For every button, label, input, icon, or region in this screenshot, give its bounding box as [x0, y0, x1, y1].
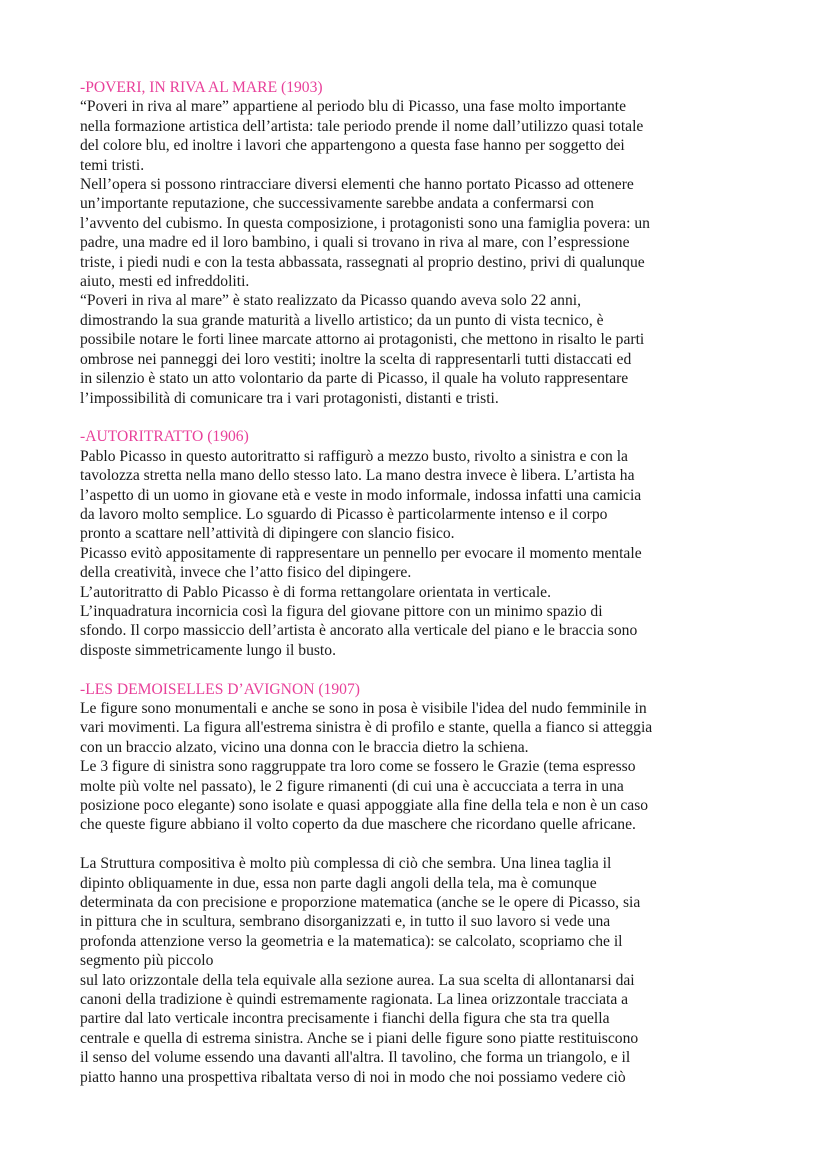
text-line: canoni della tradizione è quindi estremamente ragionata. La linea orizzontale tracciata a: [80, 991, 629, 1009]
text-line: sul lato orizzontale della tela equivale alla sezione aurea. La sua scelta di allontanarsi dai: [80, 971, 635, 989]
text-line: La Struttura compositiva è molto più complessa di ciò che sembra. Una linea taglia il: [80, 855, 612, 873]
text-line: “Poveri in riva al mare” appartiene al periodo blu di Picasso, una fase molto importante: [80, 98, 627, 116]
text-line: che queste figure abbiano il volto coperto da due maschere che ricordano quelle africane.: [80, 816, 636, 834]
text-line: profonda attenzione verso la geometria e la matematica): se calcolato, scopriamo che il: [80, 932, 623, 950]
paragraph: [80, 583, 652, 602]
text-line: l’impossibilità di comunicare tra i vari protagonisti, distanti e tristi.: [80, 389, 499, 407]
text-line: in silenzio è stato un atto volontario da parte di Picasso, il quale ha voluto rappresentare: [80, 370, 629, 388]
section-gap: [80, 408, 652, 427]
text-line: posizione poco elegante) sono isolate e quasi appoggiate alla fine della tela e non è un caso: [80, 797, 649, 814]
section-heading: -AUTORITRATTO (1906): [80, 428, 249, 446]
text-line: nella formazione artistica dell’artista: tale periodo prende il nome dall’utilizzo quasi totale: [80, 117, 644, 135]
text-line: Nell’opera si possono rintracciare diversi elementi che hanno portato Picasso ad ottenere: [80, 176, 634, 194]
text-line: Le 3 figure di sinistra sono raggruppate tra loro come se fossero le Grazie (tema espresso: [80, 758, 636, 776]
text-line: ombrose nei panneggi dei loro vestiti; inoltre la scelta di rappresentarli tutti distaccati ed: [80, 350, 632, 368]
text-line: dipinto obliquamente in due, essa non parte dagli angoli della tela, ma è comunque: [80, 874, 597, 892]
text-line: “Poveri in riva al mare” è stato realizzato da Picasso quando aveva solo 22 anni,: [80, 292, 581, 310]
text-line: l’aspetto di un uomo in giovane età e veste in modo informale, indossa infatti una camicia: [80, 486, 642, 504]
text-line: da lavoro molto semplice. Lo sguardo di Picasso è particolarmente intenso e il corpo: [80, 505, 608, 523]
section: [80, 78, 652, 408]
text-line: tavolozza stretta nella mano dello stesso lato. La mano destra invece è libera. L’artista ha: [80, 467, 635, 485]
text-line: dimostrando la sua grande maturità a livello artistico; da un punto di vista tecnico, è: [80, 311, 604, 329]
section: [80, 427, 652, 660]
text-line: centrale e quella di estrema sinistra. Anche se i piani delle figure sono piatte restituiscono: [80, 1029, 639, 1047]
text-line: Le figure sono monumentali e anche se sono in posa è visibile l'idea del nudo femminile in: [80, 699, 647, 717]
text-line: determinata da con precisione e proporzione matematica (anche se le opere di Picasso, sia: [80, 894, 641, 912]
text-line: piatto hanno una prospettiva ribaltata verso di noi in modo che noi possiamo vedere ciò: [80, 1068, 626, 1086]
section-gap: [80, 660, 652, 679]
text-line: vari movimenti. La figura all'estrema sinistra è di profilo e stante, quella a fianco si atteggia: [80, 719, 653, 737]
text-line: L’autoritratto di Pablo Picasso è di forma rettangolare orientata in verticale.: [80, 583, 551, 601]
text-line: triste, i piedi nudi e con la testa abbassata, rassegnati al proprio destino, privi di qualunque: [80, 253, 645, 271]
paragraph: [80, 835, 652, 854]
text-line: della creatività, invece che l’atto fisico del dipingere.: [80, 564, 412, 582]
paragraph: [80, 447, 652, 544]
text-line: il senso del volume essendo una davanti all'altra. Il tavolino, che forma un triangolo, e il: [80, 1049, 631, 1067]
text-line: in pittura che in scultura, sembrano disorganizzati e, in tutto il suo lavoro si vede una: [80, 913, 611, 931]
text-line: Picasso evitò appositamente di rappresentare un pennello per evocare il momento mentale: [80, 544, 642, 562]
text-line: un’importante reputazione, che successivamente sarebbe andata a confermarsi con: [80, 195, 594, 213]
section: [80, 680, 652, 1088]
text-line: molte più volte nel passato), le 2 figure rimanenti (di cui una è accucciata a terra in una: [80, 777, 624, 795]
paragraph: [80, 602, 652, 660]
text-line: padre, una madre ed il loro bambino, i quali si trovano in riva al mare, con l’espressione: [80, 234, 630, 252]
paragraph: [80, 97, 652, 175]
document-page: [80, 78, 652, 1087]
paragraph: [80, 699, 652, 757]
text-line: segmento più piccolo: [80, 952, 214, 970]
section-heading: -LES DEMOISELLES D’AVIGNON (1907): [80, 680, 360, 698]
text-line: pronto a scattare nell’attività di dipingere con slancio fisico.: [80, 525, 455, 543]
section-heading: -POVERI, IN RIVA AL MARE (1903): [80, 79, 323, 96]
paragraph: [80, 544, 652, 583]
text-line: possibile notare le forti linee marcate attorno ai protagonisti, che mettono in risalto le parti: [80, 331, 645, 349]
paragraph: [80, 854, 652, 970]
paragraph: [80, 175, 652, 291]
text-line: L’inquadratura incornicia così la figura del giovane pittore con un minimo spazio di: [80, 602, 603, 620]
text-line: l’avvento del cubismo. In questa composizione, i protagonisti sono una famiglia povera: un: [80, 214, 650, 232]
text-line: disposte simmetricamente lungo il busto.: [80, 641, 336, 659]
text-line: Pablo Picasso in questo autoritratto si raffigurò a mezzo busto, rivolto a sinistra e con la: [80, 447, 628, 465]
text-line: aiuto, mesti ed infreddoliti.: [80, 273, 250, 291]
paragraph: [80, 291, 652, 407]
text-line: con un braccio alzato, vicino una donna con le braccia dietro la schiena.: [80, 738, 529, 756]
text-line: temi tristi.: [80, 156, 145, 174]
text-line: del colore blu, ed inoltre i lavori che appartengono a questa fase hanno per soggetto dei: [80, 137, 625, 155]
paragraph: [80, 757, 652, 835]
text-line: partire dal lato verticale incontra precisamente i fianchi della figura che sta tra quella: [80, 1010, 610, 1028]
paragraph: [80, 971, 652, 1087]
text-line: [80, 835, 652, 854]
text-line: sfondo. Il corpo massiccio dell’artista è ancorato alla verticale del piano e le braccia sono: [80, 622, 638, 640]
